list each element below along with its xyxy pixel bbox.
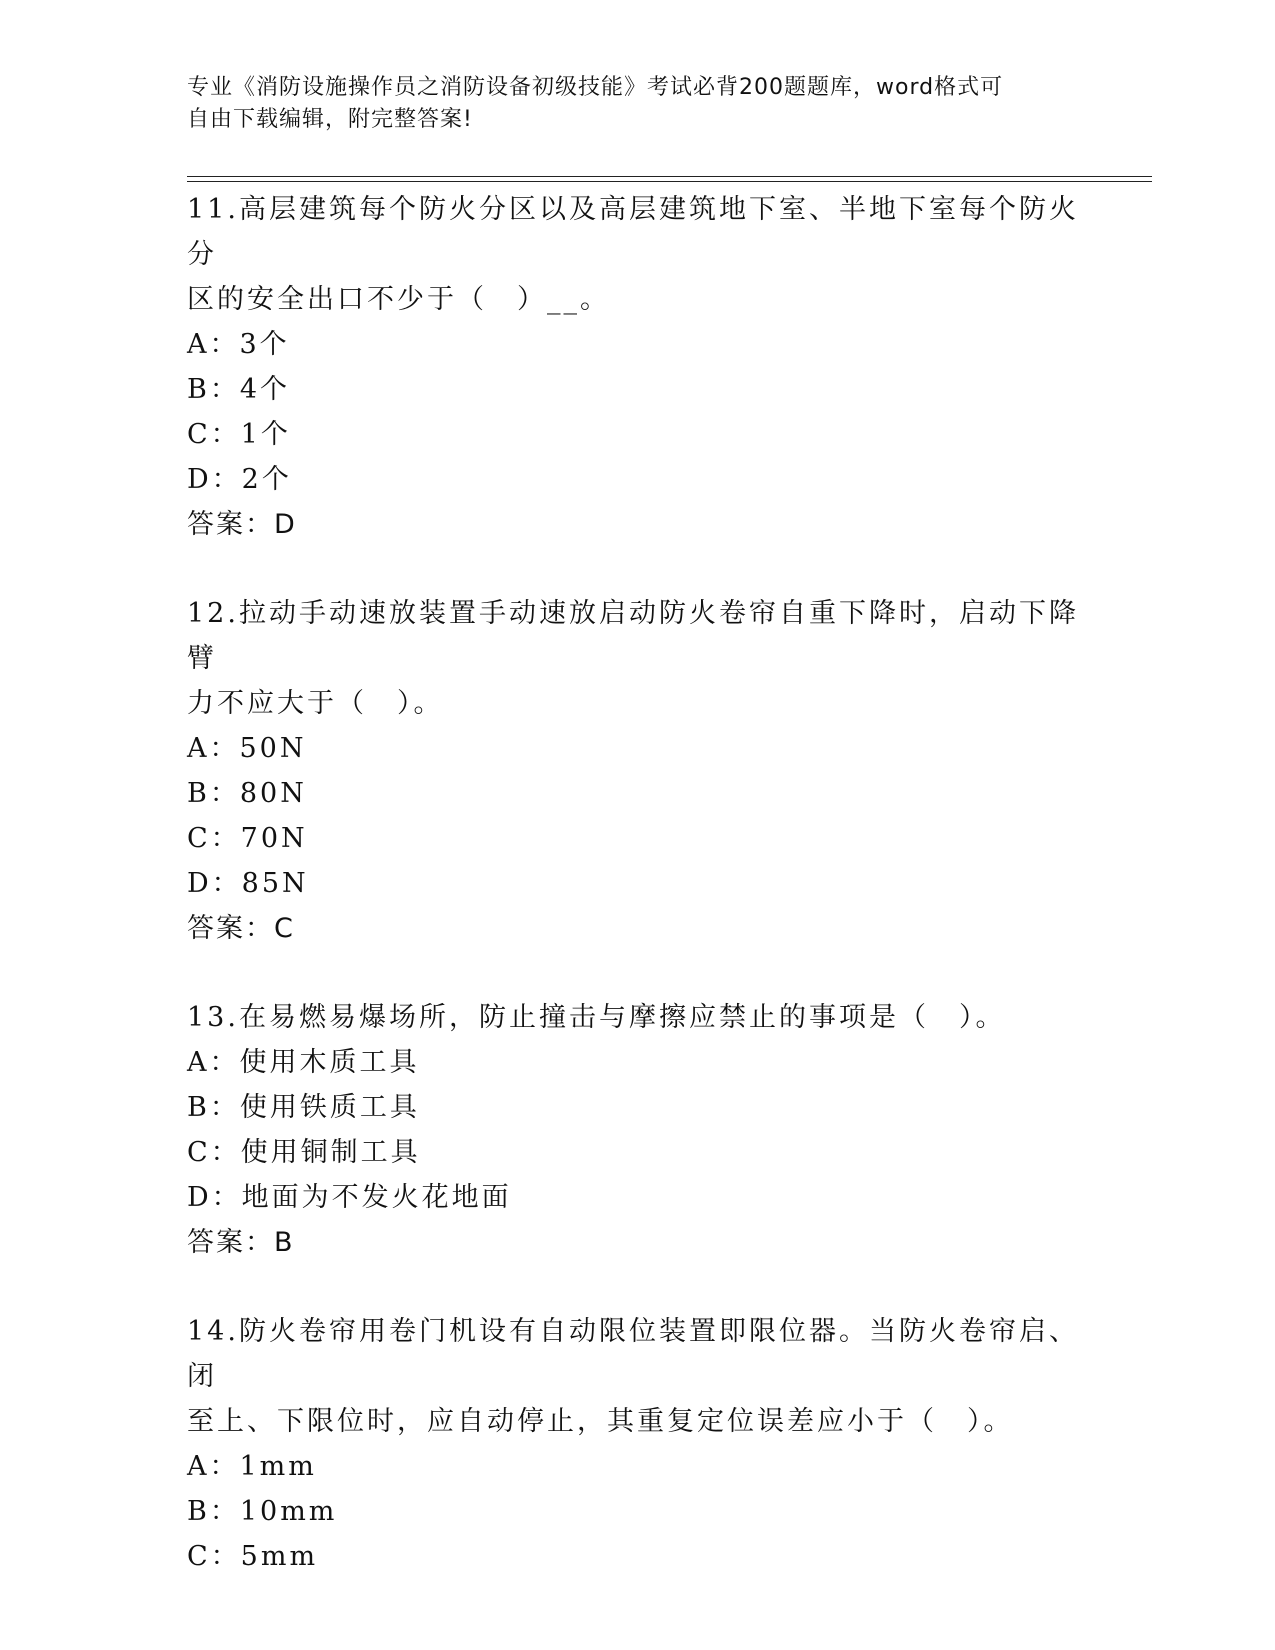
option-d: D：2个: [187, 464, 292, 495]
question-text-line: 12.拉动手动速放装置手动速放启动防火卷帘自重下降时，启动下降臂: [187, 598, 1079, 674]
question-12: [187, 591, 1087, 951]
question-text-line: 13.在易燃易爆场所，防止撞击与摩擦应禁止的事项是（ ）。: [187, 1002, 1006, 1033]
question-list: [187, 187, 1087, 1623]
question-text-line: 区的安全出口不少于（ ）__。: [187, 284, 610, 315]
option-b: B：4个: [187, 374, 291, 405]
option-c: C：70N: [187, 823, 308, 854]
question-11: [187, 187, 1087, 547]
answer-line: 答案：B: [187, 1227, 295, 1258]
option-a: A：使用木质工具: [187, 1047, 420, 1078]
option-c: C：1个: [187, 419, 291, 450]
document-header: [187, 72, 1067, 136]
option-b: B：10mm: [187, 1496, 338, 1527]
question-text: [187, 591, 1087, 726]
question-text: [187, 187, 1087, 322]
header-line-2: 自由下载编辑，附完整答案!: [187, 107, 473, 132]
header-divider-top: [187, 176, 1152, 177]
option-a: A：50N: [187, 733, 307, 764]
option-c: C：5mm: [187, 1541, 319, 1572]
option-d: D：85N: [187, 868, 309, 899]
question-text-line: 力不应大于（ ）。: [187, 688, 444, 719]
option-d: D：地面为不发火花地面: [187, 1182, 512, 1213]
question-13: [187, 995, 1087, 1265]
question-14: [187, 1309, 1087, 1579]
question-text: [187, 1309, 1087, 1444]
option-c: C：使用铜制工具: [187, 1137, 421, 1168]
question-text-line: 14.防火卷帘用卷门机设有自动限位装置即限位器。当防火卷帘启、闭: [187, 1316, 1079, 1392]
question-text-line: 11.高层建筑每个防火分区以及高层建筑地下室、半地下室每个防火分: [187, 194, 1079, 270]
option-a: A：3个: [187, 329, 290, 360]
option-b: B：80N: [187, 778, 307, 809]
question-text: [187, 995, 1087, 1040]
header-line-1: 专业《消防设施操作员之消防设备初级技能》考试必背200题题库，word格式可: [187, 75, 1004, 100]
question-text-line: 至上、下限位时，应自动停止，其重复定位误差应小于（ ）。: [187, 1406, 1014, 1437]
option-a: A：1mm: [187, 1451, 317, 1482]
answer-line: 答案：D: [187, 509, 297, 540]
option-b: B：使用铁质工具: [187, 1092, 420, 1123]
header-divider-bottom: [187, 181, 1152, 182]
answer-line: 答案：C: [187, 913, 295, 944]
